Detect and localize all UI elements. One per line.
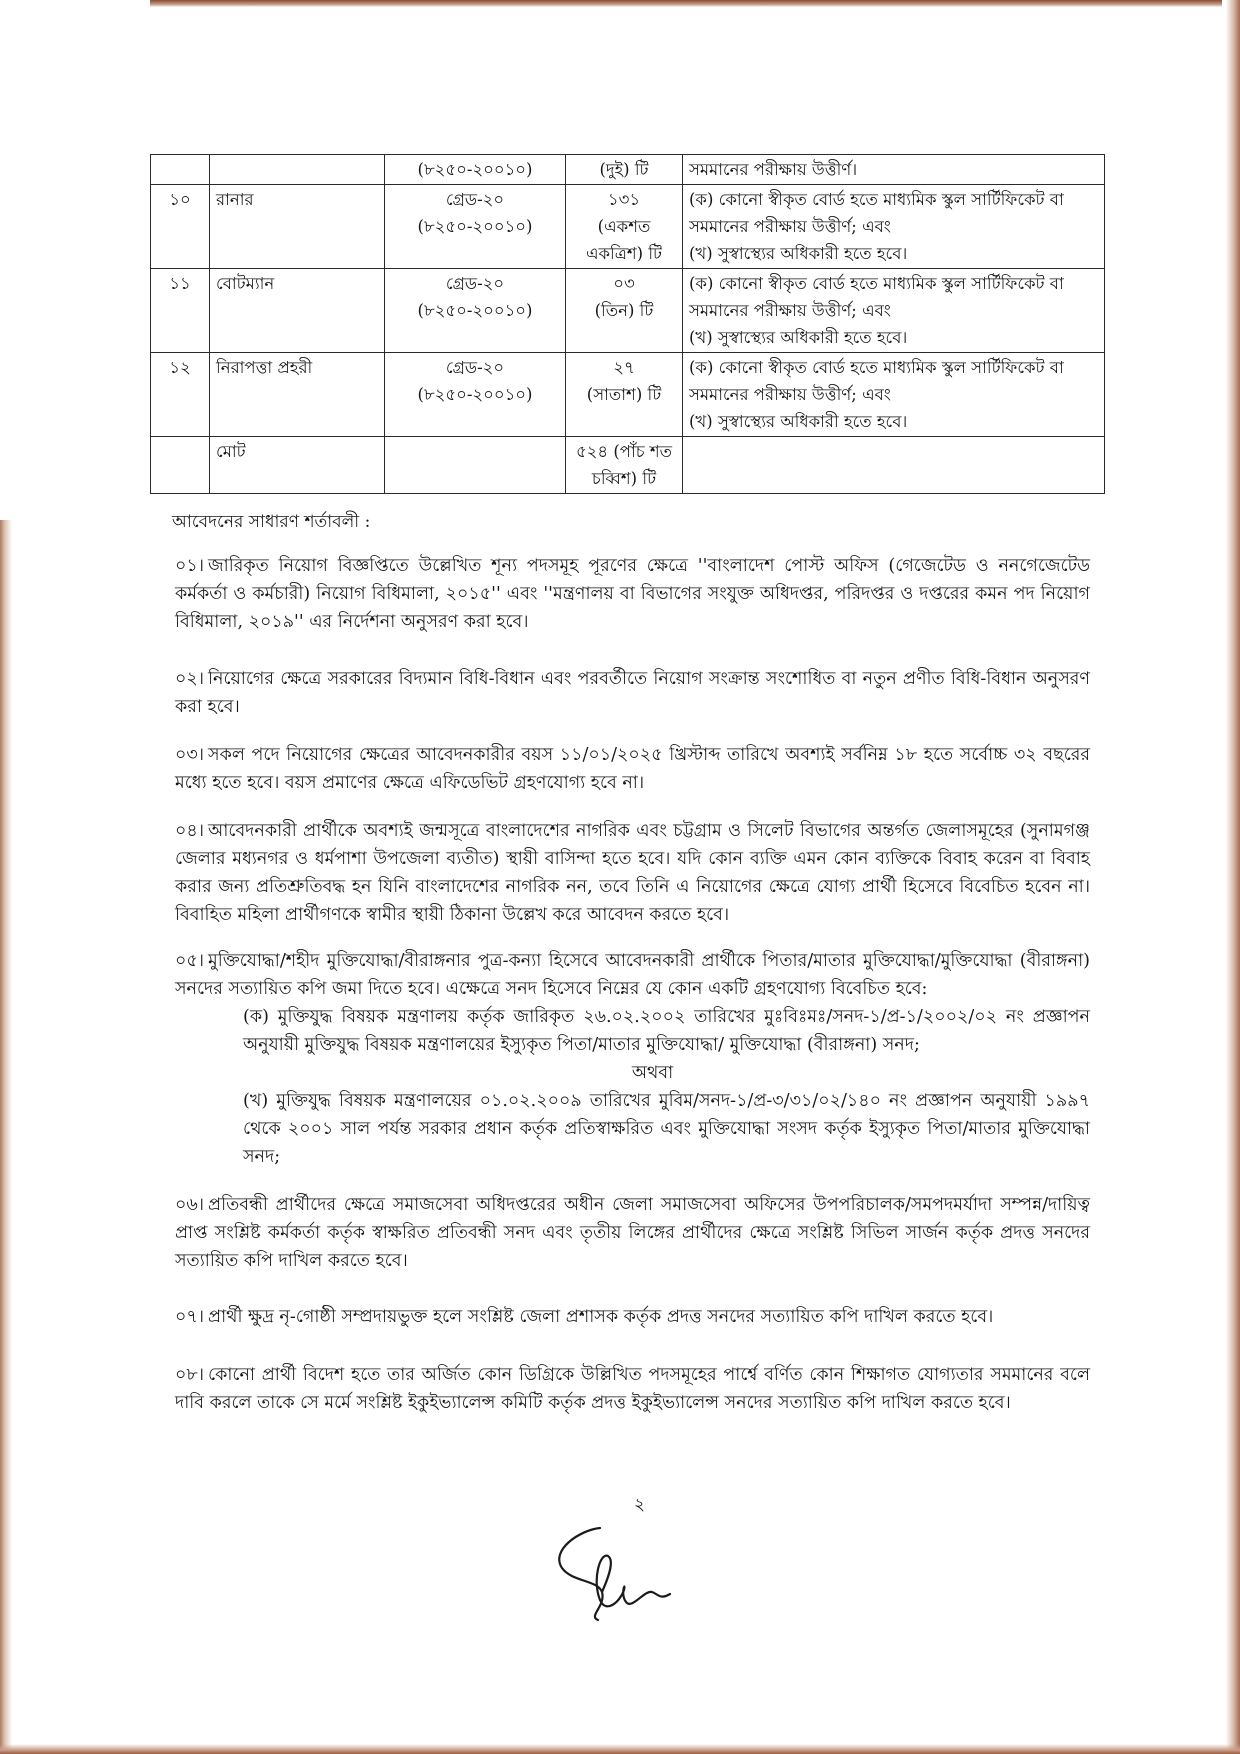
qualification-line: সমমানের পরীক্ষায় উত্তীর্ণ। xyxy=(689,160,858,179)
condition-paragraph-05 xyxy=(175,947,1090,1171)
serial-cell: ১০ xyxy=(151,185,210,269)
vacancy-count-cell xyxy=(566,269,683,353)
paragraph-text: প্রতিবন্ধী প্রার্থীদের ক্ষেত্রে সমাজসেবা অধিদপ্তরের অধীন জেলা সমাজসেবা অফিসের উপপরিচালক/সমপদমর্যাদা সম্পন্ন/দায়িত্ব প্রাপ্ত সংশ্লিষ্ট কর্মকর্তা কর্তৃক স্বাক্ষরিত প্রতিবন্ধী সনদ এবং তৃতীয় লিঙ্গের প্রার্থীদের ক্ষেত্রে সংশ্লিষ্ট সিভিল সার্জন কর্তৃক প্রদত্ত সনদের সত্যায়িত কপি দাখিল করতে হবে। xyxy=(175,1195,1090,1271)
grade-cell xyxy=(385,185,566,269)
count-line: (তিন) টি xyxy=(594,301,654,320)
qualification-line: (খ) সুস্বাস্থ্যের অধিকারী হতে হবে। xyxy=(689,328,908,347)
count-line: (সাতাশ) টি xyxy=(586,385,662,404)
handwritten-signature-icon xyxy=(540,1520,690,1630)
count-line: ০৩ xyxy=(613,274,635,293)
count-line: (একশত xyxy=(597,217,651,236)
serial-cell: ১১ xyxy=(151,269,210,353)
table-row xyxy=(151,269,1105,353)
condition-paragraph-01 xyxy=(175,552,1090,636)
count-line: একত্রিশ) টি xyxy=(585,244,663,263)
paragraph-number: ০৬। xyxy=(175,1195,205,1215)
count-line: চব্বিশ) টি xyxy=(591,469,657,488)
serial-cell xyxy=(151,437,210,494)
paragraph-text: প্রার্থী ক্ষুদ্র নৃ-গোষ্ঠী সম্প্রদায়ভুক্ত হলে সংশ্লিষ্ট জেলা প্রশাসক কর্তৃক প্রদত্ত সনদের সত্যায়িত কপি দাখিল করতে হবে। xyxy=(208,1307,994,1327)
paper-edge-top xyxy=(150,0,1222,7)
vacancy-count-cell xyxy=(566,185,683,269)
paragraph-text: কোনো প্রার্থী বিদেশ হতে তার অর্জিত কোন ডিগ্রিকে উল্লিখিত পদসমূহের পার্শ্বে বর্ণিত কোন শিক্ষাগত যোগ্যতার সমমানের বলে দাবি করলে তাকে সে মর্মে সংশ্লিষ্ট ইকুইভ্যালেন্স কমিটি কর্তৃক প্রদত্ত ইকুইভ্যালেন্স সনদের সত্যায়িত কপি দাখিল করতে হবে। xyxy=(175,1365,1090,1413)
count-line: ৫২৪ (পাঁচ শত xyxy=(575,442,673,461)
serial-cell: ১২ xyxy=(151,353,210,437)
qualification-line: (ক) কোনো স্বীকৃত বোর্ড হতে মাধ্যমিক স্কুল সার্টিফিকেট বা xyxy=(689,274,1064,293)
condition-paragraph-02 xyxy=(175,665,1090,721)
table-row xyxy=(151,155,1105,185)
table-row xyxy=(151,185,1105,269)
grade-cell xyxy=(385,353,566,437)
paragraph-text: জারিকৃত নিয়োগ বিজ্ঞপ্তিতে উল্লেখিত শূন্য পদসমূহ পূরণের ক্ষেত্রে ''বাংলাদেশ পোস্ট অফিস (গেজেটেড ও ননগেজেটেড কর্মকর্তা ও কর্মচারী) নিয়োগ বিধিমালা, ২০১৫'' এবং ''মন্ত্রণালয় বা বিভাগের সংযুক্ত অধিদপ্তর, পরিদপ্তর ও দপ্তরের কমন পদ নিয়োগ বিধিমালা, ২০১৯'' এর নির্দেশনা অনুসরণ করা হবে। xyxy=(175,556,1090,632)
grade-cell xyxy=(385,437,566,494)
count-line: ১৩১ xyxy=(607,190,641,209)
qualification-line: (খ) সুস্বাস্থ্যের অধিকারী হতে হবে। xyxy=(689,244,908,263)
paragraph-number: ০৮। xyxy=(175,1365,204,1385)
count-line: ২৭ xyxy=(613,358,635,377)
grade-cell xyxy=(385,269,566,353)
condition-paragraph-06 xyxy=(175,1191,1090,1275)
paragraph-number: ০৩। xyxy=(175,745,205,765)
general-conditions-heading: আবেদনের সাধারণ শর্তাবলী : xyxy=(172,512,371,532)
qualification-cell xyxy=(683,185,1105,269)
condition-paragraph-08 xyxy=(175,1361,1090,1417)
paragraph-text: নিয়োগের ক্ষেত্রে সরকারের বিদ্যমান বিধি-বিধান এবং পরবর্তীতে নিয়োগ সংক্রান্ত সংশোধিত বা নতুন প্রণীত বিধি-বিধান অনুসরণ করা হবে। xyxy=(175,669,1090,717)
qualification-line: সমমানের পরীক্ষায় উত্তীর্ণ; এবং xyxy=(689,217,891,236)
qualification-cell xyxy=(683,353,1105,437)
total-count-cell xyxy=(566,437,683,494)
grade-line: গ্রেড-২০ xyxy=(445,358,505,377)
grade-line: (৮২৫০-২০০১০) xyxy=(417,160,533,179)
condition-paragraph-04 xyxy=(175,817,1090,929)
certificate-option-a: (ক) মুক্তিযুদ্ধ বিষয়ক মন্ত্রণালয় কর্তৃক জারিকৃত ২৬.০২.২০০২ তারিখের মুঃবিঃমঃ/সনদ-১/প্র-১/২০০২/০২ নং প্রজ্ঞাপন অনুযায়ী মুক্তিযুদ্ধ বিষয়ক মন্ত্রণালয়ের ইস্যুকৃত পিতা/মাতার মুক্তিযোদ্ধা/ মুক্তিযোদ্ধা (বীরাঙ্গনা) সনদ; xyxy=(243,1007,1090,1055)
paragraph-number: ০৫। xyxy=(175,951,204,971)
grade-line: (৮২৫০-২০০১০) xyxy=(417,301,533,320)
certificate-option-b: (খ) মুক্তিযুদ্ধ বিষয়ক মন্ত্রণালয়ের ০১.০২.২০০৯ তারিখের মুবিম/সনদ-১/প্র-৩/৩১/০২/১৪০ নং প্রজ্ঞাপন অনুযায়ী ১৯৯৭ থেকে ২০০১ সাল পর্যন্ত সরকার প্রধান কর্তৃক প্রতিস্বাক্ষরিত এবং মুক্তিযোদ্ধা সংসদ কর্তৃক ইস্যুকৃত পিতা/মাতার মুক্তিযোদ্ধা সনদ; xyxy=(243,1091,1090,1167)
paper-edge-bottom xyxy=(0,1744,1240,1754)
grade-line: (৮২৫০-২০০১০) xyxy=(417,385,533,404)
post-name-cell: রানার xyxy=(210,185,385,269)
qualification-cell xyxy=(683,437,1105,494)
paragraph-text: আবেদনকারী প্রার্থীকে অবশ্যই জন্মসূত্রে বাংলাদেশের নাগরিক এবং চট্টগ্রাম ও সিলেট বিভাগের অন্তর্গত জেলাসমূহের (সুনামগঞ্জ জেলার মধ্যনগর ও ধর্মপাশা উপজেলা ব্যতীত) স্থায়ী বাসিন্দা হতে হবে। যদি কোন ব্যক্তি এমন কোন ব্যক্তিকে বিবাহ করেন বা বিবাহ করার জন্য প্রতিশ্রুতিবদ্ধ হন যিনি বাংলাদেশের নাগরিক নন, তবে তিনি এ নিয়োগের ক্ষেত্রে যোগ্য প্রার্থী হিসেবে বিবেচিত হবেন না। বিবাহিত মহিলা প্রার্থীগণকে স্বামীর স্থায়ী ঠিকানা উল্লেখ করে আবেদন করতে হবে। xyxy=(175,821,1090,925)
vacancy-count-cell xyxy=(566,353,683,437)
condition-paragraph-03 xyxy=(175,741,1090,797)
grade-line: গ্রেড-২০ xyxy=(445,190,505,209)
paper-edge-left xyxy=(0,520,12,1754)
qualification-cell xyxy=(683,155,1105,185)
qualification-line: সমমানের পরীক্ষায় উত্তীর্ণ; এবং xyxy=(689,301,891,320)
grade-line: গ্রেড-২০ xyxy=(445,274,505,293)
qualification-cell xyxy=(683,269,1105,353)
paragraph-number: ০২। xyxy=(175,669,205,689)
grade-line: (৮২৫০-২০০১০) xyxy=(417,217,533,236)
post-name-cell xyxy=(210,155,385,185)
posts-table xyxy=(150,154,1105,494)
paper-edge-right xyxy=(1226,0,1240,1754)
page-number: ২ xyxy=(634,1495,646,1515)
count-line: (দুই) টি xyxy=(599,160,649,179)
qualification-line: (ক) কোনো স্বীকৃত বোর্ড হতে মাধ্যমিক স্কুল সার্টিফিকেট বা xyxy=(689,190,1064,209)
post-name-cell: বোটম্যান xyxy=(210,269,385,353)
grade-cell xyxy=(385,155,566,185)
paragraph-number: ০৪। xyxy=(175,821,204,841)
qualification-line: সমমানের পরীক্ষায় উত্তীর্ণ; এবং xyxy=(689,385,891,404)
paragraph-number: ০৭। xyxy=(175,1307,205,1327)
table-row-total xyxy=(151,437,1105,494)
post-name-cell: নিরাপত্তা প্রহরী xyxy=(210,353,385,437)
table-row xyxy=(151,353,1105,437)
condition-paragraph-07 xyxy=(175,1303,1090,1331)
serial-cell xyxy=(151,155,210,185)
paragraph-text: মুক্তিযোদ্ধা/শহীদ মুক্তিযোদ্ধা/বীরাঙ্গনার পুত্র-কন্যা হিসেবে আবেদনকারী প্রার্থীকে পিতার/মাতার মুক্তিযোদ্ধা/মুক্তিযোদ্ধা (বীরাঙ্গনা) সনদের সত্যায়িত কপি জমা দিতে হবে। এক্ষেত্রে সনদ হিসেবে নিম্নের যে কোন একটি গ্রহণযোগ্য বিবেচিত হবে: xyxy=(175,951,1090,999)
total-label-cell: মোট xyxy=(210,437,385,494)
vacancy-count-cell xyxy=(566,155,683,185)
or-separator: অথবা xyxy=(631,1063,674,1083)
paragraph-text: সকল পদে নিয়োগের ক্ষেত্রের আবেদনকারীর বয়স ১১/০১/২০২৫ খ্রিস্টাব্দ তারিখে অবশ্যই সর্বনিম্ন ১৮ হতে সর্বোচ্চ ৩২ বছরের মধ্যে হতে হবে। বয়স প্রমাণের ক্ষেত্রে এফিডেভিট গ্রহণযোগ্য হবে না। xyxy=(175,745,1090,793)
qualification-line: (খ) সুস্বাস্থ্যের অধিকারী হতে হবে। xyxy=(689,412,908,431)
paragraph-number: ০১। xyxy=(175,556,204,576)
qualification-line: (ক) কোনো স্বীকৃত বোর্ড হতে মাধ্যমিক স্কুল সার্টিফিকেট বা xyxy=(689,358,1064,377)
